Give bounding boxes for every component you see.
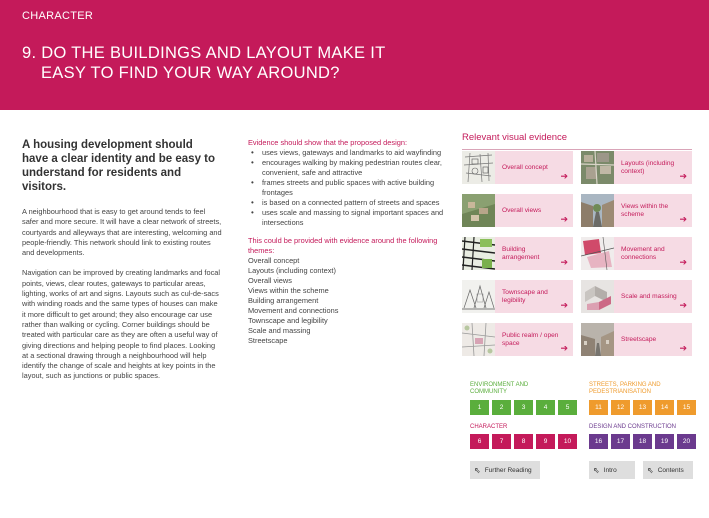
evidence-card-label: Building arrangement — [502, 245, 540, 261]
page-title-line-2: EASY TO FIND YOUR WAY AROUND? — [41, 64, 340, 82]
page-title — [22, 43, 402, 83]
question-chip[interactable]: 15 — [677, 400, 696, 415]
question-chip[interactable]: 13 — [633, 400, 652, 415]
evidence-bullet: • uses views, gateways and landmarks to aid wayfinding — [248, 148, 448, 158]
arrow-right-icon: ➔ — [560, 214, 568, 224]
question-chip[interactable]: 20 — [677, 434, 696, 449]
evidence-card-building-arrangement[interactable] — [462, 237, 573, 270]
legend-label: DESIGN AND CONSTRUCTION — [589, 424, 677, 430]
street-sketch-thumbnail — [462, 280, 495, 313]
further-reading-button[interactable] — [470, 461, 540, 479]
visual-evidence-title: Relevant visual evidence — [462, 132, 568, 143]
aerial-view-thumbnail — [462, 194, 495, 227]
themes-heading: This could be provided with evidence around the following themes: — [248, 236, 438, 255]
arrow-right-icon: ➔ — [679, 300, 687, 310]
visual-evidence-panel — [462, 132, 692, 475]
evidence-card-label: Overall views — [502, 206, 542, 214]
question-chip[interactable]: 12 — [611, 400, 630, 415]
question-chip[interactable]: 2 — [492, 400, 511, 415]
evidence-bullet: • encourages walking by making pedestrian routes clear, convenient, safe and attractive — [248, 158, 448, 178]
divider — [462, 149, 692, 150]
theme-item: Layouts (including context) — [248, 266, 336, 275]
question-chip[interactable]: 17 — [611, 434, 630, 449]
chip-row — [589, 400, 696, 415]
evidence-card-layouts[interactable] — [581, 151, 692, 184]
question-chip[interactable]: 10 — [558, 434, 577, 449]
question-chip[interactable]: 7 — [492, 434, 511, 449]
evidence-card-overall-concept[interactable] — [462, 151, 573, 184]
arrow-right-icon: ➔ — [679, 214, 687, 224]
question-chip[interactable]: 4 — [536, 400, 555, 415]
legend-label: STREETS, PARKING AND PEDESTRIANISATION — [589, 382, 661, 395]
legend-streets-parking — [589, 382, 689, 418]
legend-character — [470, 424, 570, 454]
evidence-card-townscape[interactable] — [462, 280, 573, 313]
theme-item: Movement and connections — [248, 306, 339, 315]
theme-item: Overall views — [248, 276, 292, 285]
chip-row — [589, 434, 696, 449]
arrow-up-left-icon: ⇖ — [593, 465, 600, 475]
themes-list — [248, 256, 448, 346]
arrow-right-icon: ➔ — [560, 171, 568, 181]
chip-row — [470, 434, 577, 449]
theme-item: Building arrangement — [248, 296, 319, 305]
evidence-bullet-list — [248, 148, 448, 228]
intro-column — [22, 138, 222, 382]
street-photo-thumbnail — [581, 194, 614, 227]
arrow-up-left-icon: ⇖ — [647, 465, 654, 475]
question-chip[interactable]: 19 — [655, 434, 674, 449]
massing-model-thumbnail — [581, 280, 614, 313]
section-label: CHARACTER — [22, 10, 94, 22]
intro-button[interactable] — [589, 461, 635, 479]
page-header — [0, 0, 709, 110]
evidence-card-views-within[interactable] — [581, 194, 692, 227]
contents-label: Contents — [657, 466, 684, 474]
plan-sketch-thumbnail — [462, 151, 495, 184]
theme-item: Townscape and legibility — [248, 316, 328, 325]
evidence-card-scale-massing[interactable] — [581, 280, 692, 313]
body-paragraph-2: Navigation can be improved by creating landmarks and focal points, views, clear routes, gateways to particular areas, lighting, works of art and signs. Layouts such as cul-de-sacs with winding roads and the same types of houses can make it more difficult to get around; they also encourage car use rather than walking or cycling. Corner buildings should be treated with particular care as they are often a useful way of giving directions and helping people to find places. Looking at a sectional drawing through a neighbourhood will help identify the change of scale and heights at key points in the layout, such as junctions or public spaces. — [22, 268, 221, 381]
plan-diagram-thumbnail — [462, 237, 495, 270]
further-reading-label: Further Reading — [484, 466, 532, 474]
evidence-card-label: Public realm / open space — [502, 331, 559, 347]
question-chip[interactable]: 5 — [558, 400, 577, 415]
theme-item: Views within the scheme — [248, 286, 329, 295]
question-chip[interactable]: 11 — [589, 400, 608, 415]
question-chip[interactable]: 9 — [536, 434, 555, 449]
legend-label: ENVIRONMENT AND COMMUNITY — [470, 382, 529, 395]
evidence-card-label: Views within the scheme — [621, 202, 669, 218]
arrow-right-icon: ➔ — [679, 257, 687, 267]
lead-paragraph: A housing development should have a clear identity and be easy to understand for residents and visitors. — [22, 139, 216, 193]
evidence-card-overall-views[interactable] — [462, 194, 573, 227]
evidence-bullet: • is based on a connected pattern of streets and spaces — [248, 198, 448, 208]
page-title-line-1: 9. DO THE BUILDINGS AND LAYOUT MAKE IT — [22, 44, 386, 62]
arrow-up-left-icon: ⇖ — [474, 465, 481, 475]
theme-item: Overall concept — [248, 256, 300, 265]
evidence-card-label: Streetscape — [621, 335, 657, 343]
question-chip[interactable]: 1 — [470, 400, 489, 415]
evidence-card-movement[interactable] — [581, 237, 692, 270]
streetscape-photo-thumbnail — [581, 323, 614, 356]
arrow-right-icon: ➔ — [560, 257, 568, 267]
arrow-right-icon: ➔ — [560, 343, 568, 353]
question-chip[interactable]: 16 — [589, 434, 608, 449]
theme-item: Streetscape — [248, 336, 288, 345]
aerial-photo-thumbnail — [581, 151, 614, 184]
question-chip[interactable]: 18 — [633, 434, 652, 449]
question-chip[interactable]: 14 — [655, 400, 674, 415]
public-realm-plan-thumbnail — [462, 323, 495, 356]
evidence-card-label: Scale and massing — [621, 292, 677, 300]
question-chip[interactable]: 6 — [470, 434, 489, 449]
evidence-heading: Evidence should show that the proposed design: — [248, 138, 408, 147]
legend-design-construction — [589, 424, 694, 454]
chip-row — [470, 400, 577, 415]
legend-environment-community — [470, 382, 570, 418]
evidence-card-label: Movement and connections — [621, 245, 665, 261]
evidence-card-label: Layouts (including context) — [621, 159, 675, 175]
intro-label: Intro — [603, 466, 617, 474]
question-chip[interactable]: 8 — [514, 434, 533, 449]
evidence-column — [248, 138, 448, 346]
evidence-card-label: Townscape and legibility — [502, 288, 548, 304]
theme-item: Scale and massing — [248, 326, 311, 335]
evidence-card-public-realm[interactable] — [462, 323, 573, 356]
route-diagram-thumbnail — [581, 237, 614, 270]
evidence-card-label: Overall concept — [502, 163, 548, 171]
arrow-right-icon: ➔ — [679, 343, 687, 353]
arrow-right-icon: ➔ — [560, 300, 568, 310]
evidence-card-streetscape[interactable] — [581, 323, 692, 356]
legend-label: CHARACTER — [470, 424, 508, 430]
contents-button[interactable] — [643, 461, 693, 479]
evidence-bullet: • uses scale and massing to signal important spaces and intersections — [248, 208, 448, 228]
evidence-bullet: • frames streets and public spaces with active building frontages — [248, 178, 448, 198]
arrow-right-icon: ➔ — [679, 171, 687, 181]
body-paragraph-1: A neighbourhood that is easy to get around tends to feel safer and more secure. It will have a clear network of streets, courtyards and alleyways that are interesting, welcoming and people-friendly. This network should link to existing routes and developments. — [22, 207, 222, 258]
question-chip[interactable]: 3 — [514, 400, 533, 415]
